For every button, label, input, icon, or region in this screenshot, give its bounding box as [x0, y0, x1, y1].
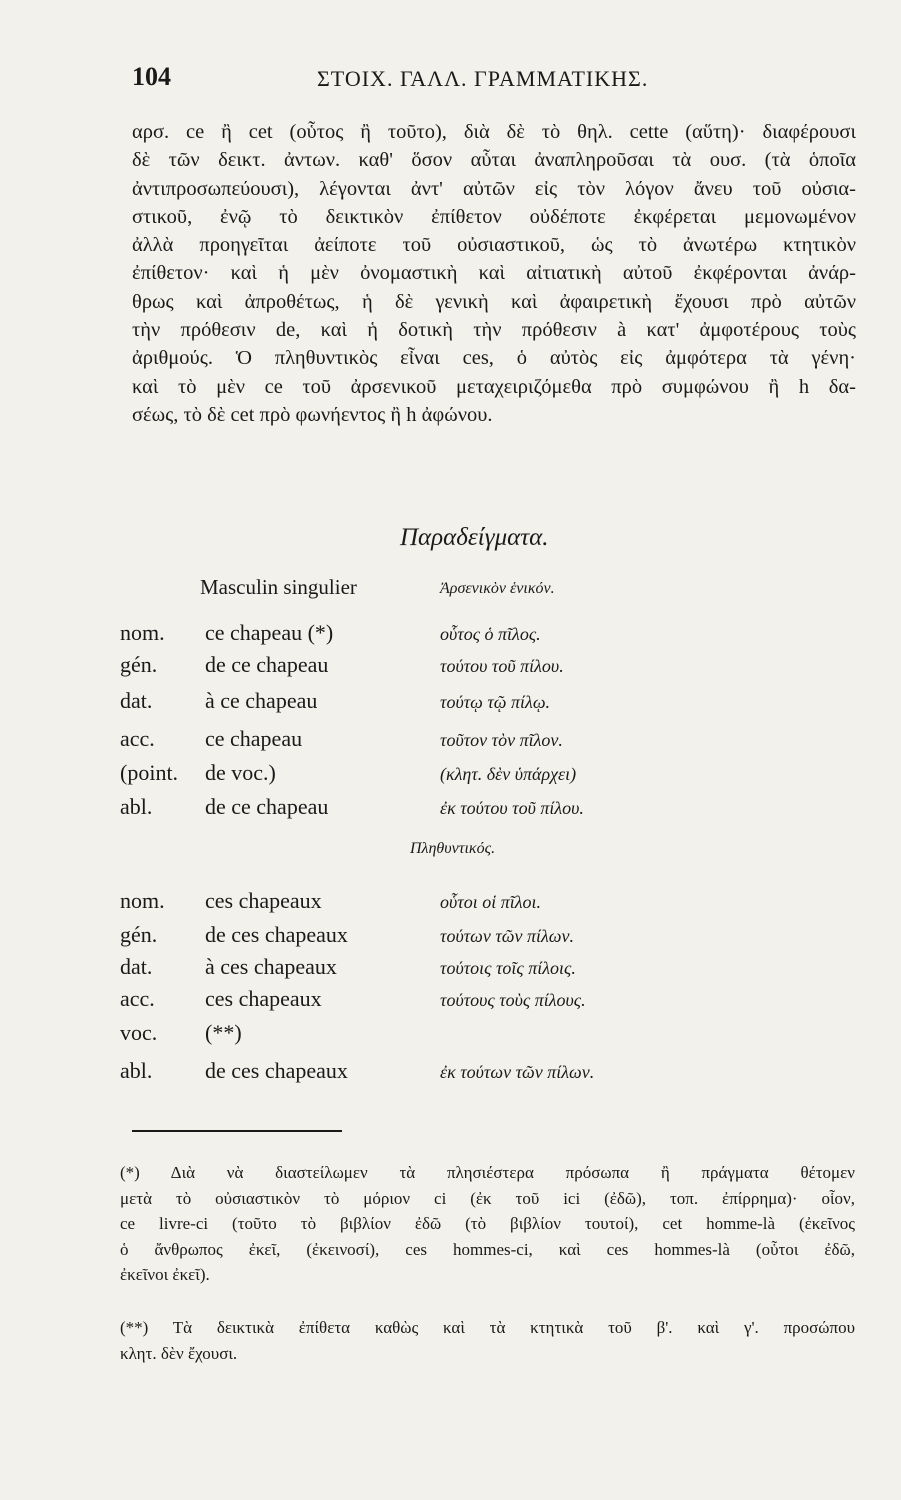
greek-form: (κλητ. δὲν ὑπάρχει) [440, 764, 577, 784]
french-form: de ce chapeau [205, 652, 329, 677]
footnote-line: ὁ ἄνθρωπος ἐκεῖ, (ἐκεινοσί), ces hommes-ci, καὶ ces hommes-là (οὗτοι ἐδῶ, [120, 1239, 855, 1259]
case-label: dat. [120, 954, 153, 979]
table-row [120, 652, 860, 682]
greek-form: τοῦτον τὸν πῖλον. [440, 730, 563, 750]
case-label: abl. [120, 794, 153, 819]
footnote-line: (**) Τὰ δεικτικὰ ἐπίθετα καθὼς καὶ τὰ κτητικὰ τοῦ β'. καὶ γ'. προσώπου [120, 1318, 855, 1337]
greek-form: τούτου τοῦ πίλου. [440, 656, 564, 676]
case-label: dat. [120, 688, 153, 713]
body-line: ἐπίθετον· καὶ ἡ μὲν ὀνομαστικὴ καὶ αἰτιατικὴ αὐτοῦ ἐκφέρονται ἀνάρ- [132, 262, 856, 285]
case-label: acc. [120, 726, 155, 751]
body-line: ἀλλὰ προηγεῖται ἀείποτε τοῦ οὐσιαστικοῦ, ὡς τὸ ἀνωτέρω κτητικὸν [132, 234, 856, 257]
french-form: de voc.) [205, 760, 276, 785]
footnote-line: ἐκεῖνοι ἐκεῖ). [120, 1265, 210, 1284]
french-form: à ces chapeaux [205, 954, 337, 979]
page-number: 104 [132, 62, 171, 91]
singular-heading-fr: Masculin singulier [200, 575, 357, 599]
body-line: ἀριθμούς. Ὁ πληθυντικὸς εἶναι ces, ὁ αὐτὸς εἰς ἀμφότερα τὰ γένη· [132, 347, 856, 370]
greek-form: τούτους τοὺς πίλους. [440, 990, 586, 1010]
singular-heading-gr: Ἀρσενικὸν ἑνικόν. [440, 580, 555, 597]
greek-form: οὗτος ὁ πῖλος. [440, 624, 541, 644]
body-line: θρως καὶ ἀπροθέτως, ἡ δὲ γενικὴ καὶ ἀφαιρετικὴ ἔχουσι πρὸ αὐτῶν [132, 290, 856, 313]
case-label: nom. [120, 620, 165, 645]
case-label: gén. [120, 922, 158, 947]
body-line: αρσ. ce ἢ cet (οὗτος ἢ τοῦτο), διὰ δὲ τὸ θηλ. cette (αὕτη)· διαφέρουσι [132, 121, 856, 143]
footnote-separator [132, 1130, 342, 1132]
plural-heading-gr: Πληθυντικός. [410, 840, 496, 857]
table-row [120, 954, 860, 984]
running-title: ΣΤΟΙΧ. ΓΑΛΛ. ΓΡΑΜΜΑΤΙΚΗΣ. [317, 66, 649, 91]
table-row [120, 922, 860, 952]
french-form: ces chapeaux [205, 888, 322, 913]
french-form: de ces chapeaux [205, 1058, 348, 1083]
table-row [120, 726, 860, 756]
case-label: (point. [120, 760, 179, 785]
table-row [120, 986, 860, 1016]
case-label: abl. [120, 1058, 153, 1083]
page-header [132, 62, 852, 102]
french-form: à ce chapeau [205, 688, 318, 713]
table-row [120, 1020, 860, 1050]
case-label: nom. [120, 888, 165, 913]
french-form: (**) [205, 1020, 242, 1045]
body-line: τὴν πρόθεσιν de, καὶ ἡ δοτικὴ τὴν πρόθεσιν à κατ' ἀμφοτέρους τοὺς [132, 319, 856, 342]
greek-form: ἐκ τούτων τῶν πίλων. [440, 1062, 595, 1082]
case-label: gén. [120, 652, 158, 677]
body-line: καὶ τὸ μὲν ce τοῦ ἀρσενικοῦ μεταχειριζόμεθα πρὸ συμφώνου ἢ h δα- [132, 375, 856, 398]
french-form: de ces chapeaux [205, 922, 348, 947]
footnote-line: κλητ. δὲν ἔχουσι. [120, 1343, 238, 1363]
footnote-line: μετὰ τὸ οὐσιαστικὸν τὸ μόριον ci (ἐκ τοῦ ici (ἐδῶ), τοπ. ἐπίρρημα)· οἷον, [120, 1188, 855, 1208]
case-label: acc. [120, 986, 155, 1011]
body-line: δὲ τῶν δεικτ. ἀντων. καθ' ὅσον αὗται ἀναπληροῦσαι τὰ ουσ. (τὰ ὁποῖα [132, 149, 856, 172]
greek-form: τούτῳ τῷ πίλῳ. [440, 692, 551, 712]
french-form: ce chapeau [205, 726, 303, 751]
french-form: ce chapeau (*) [205, 620, 334, 645]
greek-form: οὗτοι οἱ πῖλοι. [440, 892, 542, 912]
table-row [120, 688, 860, 718]
footnote-line: ce livre-ci (τοῦτο τὸ βιβλίον ἐδῶ (τὸ βιβλίον τουτοί), cet homme-là (ἐκεῖνος [120, 1214, 855, 1233]
greek-form: τούτοις τοῖς πίλοις. [440, 958, 576, 978]
table-row [120, 794, 860, 824]
examples-title: Παραδείγματα. [400, 524, 549, 551]
table-row [120, 888, 860, 918]
body-line: ἀντιπροσωπεύουσι), λέγονται ἀντ' αὐτῶν εἰς τὸν λόγον ἄνευ τοῦ οὐσια- [132, 177, 856, 200]
table-row [120, 760, 860, 790]
footnote-1 [120, 1160, 855, 1288]
greek-form: ἐκ τούτου τοῦ πίλου. [440, 798, 584, 818]
table-row [120, 620, 860, 650]
case-label: voc. [120, 1020, 158, 1045]
footnote-2 [120, 1315, 855, 1366]
french-form: ces chapeaux [205, 986, 322, 1011]
body-paragraph [132, 118, 856, 429]
french-form: de ce chapeau [205, 794, 329, 819]
table-row [120, 1058, 860, 1088]
greek-form: τούτων τῶν πίλων. [440, 926, 574, 946]
footnote-line: (*) Διὰ νὰ διαστείλωμεν τὰ πλησιέστερα πρόσωπα ἢ πράγματα θέτομεν [120, 1163, 855, 1182]
body-line: στικοῦ, ἐνῷ τὸ δεικτικὸν ἐπίθετον οὐδέποτε ἐκφέρεται μεμονωμένον [132, 205, 856, 228]
body-line: σέως, τὸ δὲ cet πρὸ φωνήεντος ἢ h ἀφώνου. [132, 403, 493, 426]
